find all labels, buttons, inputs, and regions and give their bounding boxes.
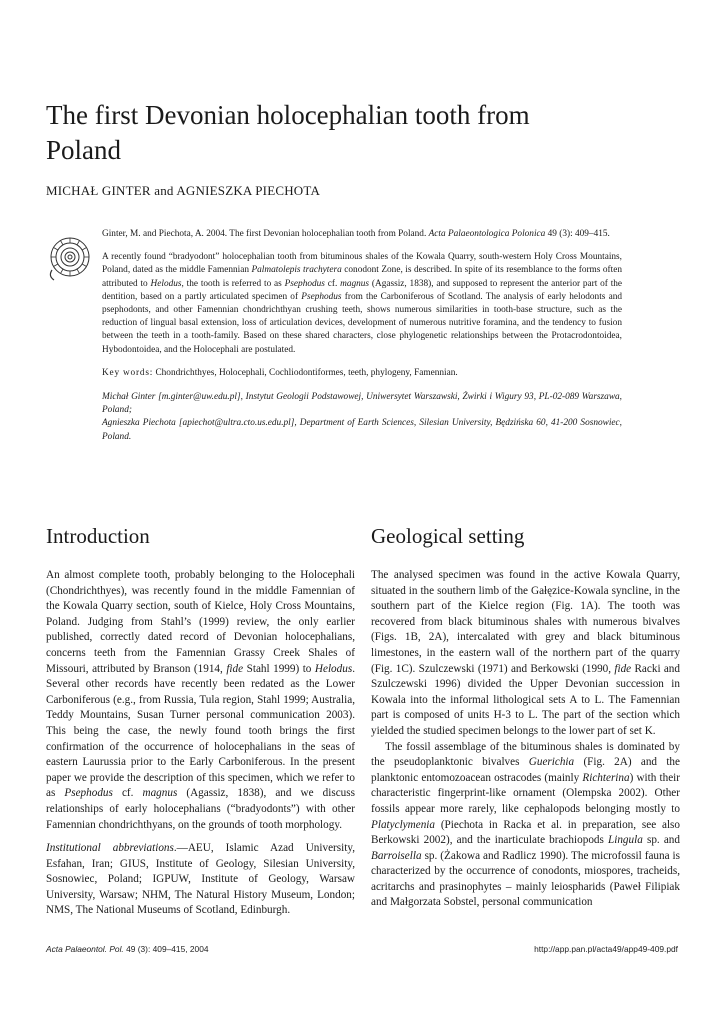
- section-heading-geological-setting: Geological setting: [371, 524, 525, 548]
- citation: Ginter, M. and Piechota, A. 2004. The first Devonian holocephalian tooth from Poland. Acta Palaeontologica Polonica 49 (3): 409–415.: [102, 229, 610, 239]
- section-heading-introduction: Introduction: [46, 524, 150, 548]
- geology-paragraph-2: The fossil assemblage of the bituminous shales is dominated by the pseudoplanktonic bivalves Guerichia (Fig. 2A) and the planktonic entomozoacean ostracodes (mainly Richterina) with their characteristic fingerprint-like ornament (Olempska 2002). Other fossils appear more rarely, like cephalopods belonging mostly to Platyclymenia (Piechota in Racka et al. in preparation, see also Berkowski 2002), and the inarticulate brachiopods Lingula sp. and Barroisella sp. (Żakowa and Radlicz 1990). The microfossil fauna is characterized by the occurrence of conodonts, miospores, tracheids, acritarchs and prasinophytes – mainly leiospharids (Paweł Filipiak and Małgorzata Sobstel, personal communication: [371, 740, 681, 909]
- institutional-abbreviations: Institutional abbreviations.—AEU, Islamic Azad University, Esfahan, Iran; GIUS, Institute of Geology, Silesian University, Sosnowiec, Poland; IGPUW, Institute of Geology, Warsaw University, Warsaw; NHM, The Natural History Museum, London; NMS, The National Museums of Scotland, Edinburgh.: [46, 842, 355, 917]
- geological-setting-section: [371, 522, 680, 911]
- keywords-label: Key words:: [102, 367, 154, 378]
- journal-name: Acta Palaeontologica Polonica: [428, 229, 546, 239]
- introduction-paragraph: An almost complete tooth, probably belonging to the Holocephali (Chondrichthyes), was recently found in the middle Famennian of the Kowala Quarry section, south of Kielce, Holy Cross Mountains, Poland. Judging from Stahl’s (1999) review, the only earlier published, correctly dated record of Devonian holocephalians, concerns teeth from the Famennian Grassy Creek Shales of Missouri, attributed by Branson (1914, fide Stahl 1999) to Helodus. Several other records have recently been redated as the Lower Carboniferous (e.g., from Russia, Tula region, Stahl 1999; Australia, Teddy Mountains, Susan Turner personal communication 2003). This being the case, the newly found tooth brings the first confirmation of the occurrence of holocephalians in the seas of eastern Laurussia prior to the Early Carboniferous. In the present paper we provide the description of this specimen, which we refer to as Psephodus cf. magnus (Agassiz, 1838), and we discuss relationships of early holocephalians (“bradyodonts”) with other Famennian chondrichthyans, on the grounds of tooth morphology.: [46, 569, 355, 831]
- introduction-section: [46, 522, 355, 919]
- author-address-1: Michał Ginter [m.ginter@uw.edu.pl], Instytut Geologii Podstawowej, Uniwersytet Warszawski, Żwirki i Wigury 93, PL-02-089 Warszawa, Poland;: [102, 392, 622, 416]
- footer-url[interactable]: http://app.pan.pl/acta49/app49-409.pdf: [534, 944, 678, 954]
- abstract-text: A recently found “bradyodont” holocephalian tooth from bituminous shales of the Kowala Quarry, south-western Holy Cross Mountains, Poland, dated as the middle Famennian Palmatolepis trachytera conodont Zone, is described. In spite of its resemblance to the forms often attributed to Helodus, the tooth is referred to as Psephodus cf. magnus (Agassiz, 1838), and supposed to represent the anterior part of the dentition, based on a partly articulated specimen of Psephodus from the Carboniferous of Scotland. The analysis of early helodonts and psephodonts, and other Famennian chondrichthyan crushing teeth, shows numerous similarities in tooth-base structure, such as the reduction of lingual basal extension, loss of articulation devices, development of numerous nutritive foramina, and the tendency to fusion between the teeth in a tooth-family. Based on these shared characters, close phylogenetic relationships between the Protacrodontoidea, Hybodontoidea, and the Holocephali are postulated.: [102, 252, 623, 355]
- author-line: MICHAŁ GINTER and AGNIESZKA PIECHOTA: [46, 183, 321, 198]
- geology-paragraph-1: The analysed specimen was found in the active Kowala Quarry, situated in the southern limb of the Gałęzice-Kowala syncline, in the southern part of the Kielce region (Fig. 1A). The tooth was recovered from black bituminous shales with numerous bivalves (Figs. 1B, 2A), intercalated with grey and black bituminous limestones, in the eastern wall of the northern part of the quarry (Fig. 1C). Szulczewski (1971) and Berkowski (1990, fide Racki and Szulczewski 1996) divided the Upper Devonian succession in Kowala into the informal lithological sets A to L. The Famennian part is composed of units H-3 to L. The part of the section which yielded the studied specimen belongs to the lower part of set K.: [371, 569, 680, 737]
- ammonite-logo-icon: [44, 230, 92, 282]
- article-title: The first Devonian holocephalian tooth from Poland: [46, 100, 530, 165]
- abstract-block: [102, 228, 622, 444]
- keywords-text: Chondrichthyes, Holocephali, Cochliodontiformes, teeth, phylogeny, Famennian.: [155, 367, 458, 378]
- keywords: [102, 367, 622, 380]
- footer-journal: Acta Palaeontol. Pol. 49 (3): 409–415, 2004: [46, 944, 209, 954]
- author-address-2: Agnieszka Piechota [apiechot@ultra.cto.us.edu.pl], Department of Earth Sciences, Silesian University, Będzińska 60, 41-200 Sosnowiec, Poland.: [102, 418, 622, 442]
